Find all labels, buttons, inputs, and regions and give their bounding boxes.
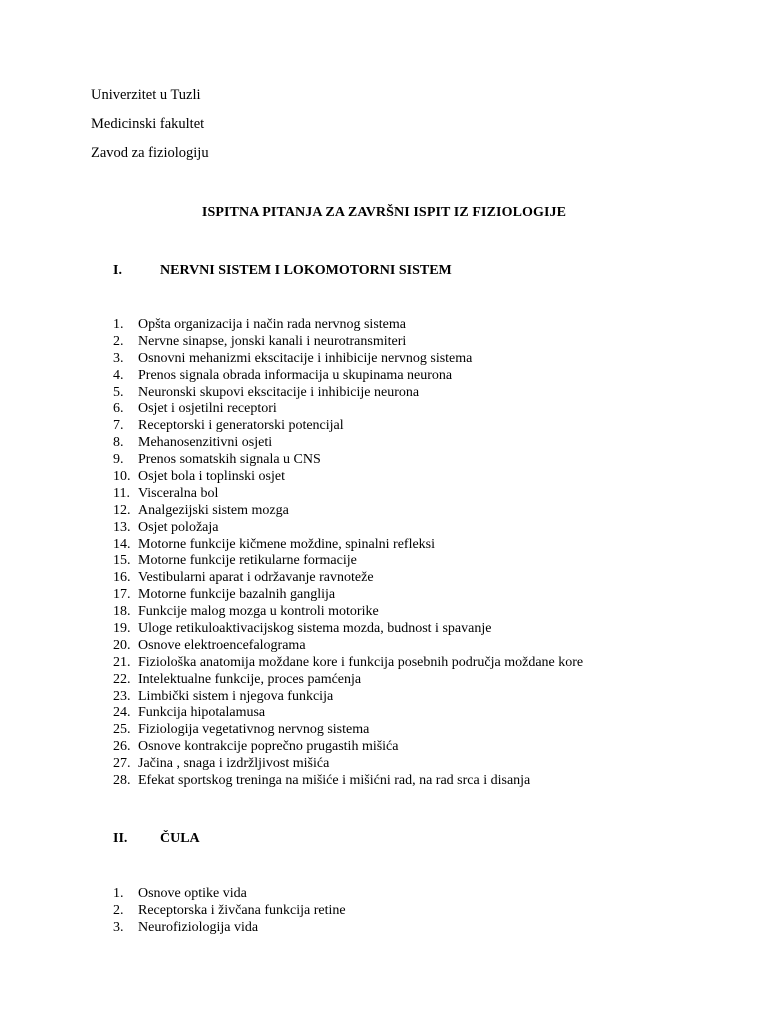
list-item-number: 26. (113, 739, 131, 755)
question-list-section-1 (113, 317, 583, 790)
list-item-text: Fiziološka anatomija moždane kore i funkcija posebnih područja moždane kore (138, 654, 584, 670)
list-item-number: 23. (113, 688, 131, 704)
document-title: ISPITNA PITANJA ZA ZAVRŠNI ISPIT IZ FIZIOLOGIJE (201, 205, 567, 220)
list-item-text: Osnove elektroencefalograma (138, 637, 306, 653)
list-item (113, 401, 583, 418)
section-title: ČULA (160, 831, 200, 846)
list-item (113, 553, 583, 570)
list-item (113, 368, 583, 385)
list-item-text: Motorne funkcije retikularne formacije (138, 553, 357, 569)
list-item (113, 705, 583, 722)
list-item-text: Osnove kontrakcije poprečno prugastih mišića (138, 739, 399, 755)
list-item-text: Receptorski i generatorski potencijal (138, 418, 344, 434)
list-item (113, 334, 583, 351)
list-item-number: 1. (113, 886, 124, 901)
list-item (113, 722, 583, 739)
list-item-text: Analgezijski sistem mozga (138, 502, 289, 518)
list-item-number: 24. (113, 705, 131, 721)
list-item-text: Motorne funkcije bazalnih ganglija (138, 587, 336, 603)
list-item-number: 16. (113, 570, 131, 586)
list-item-text: Osnove optike vida (138, 886, 247, 901)
list-item-text: Visceralna bol (138, 485, 219, 501)
list-item-text: Uloge retikuloaktivacijskog sistema mozda, budnost i spavanje (138, 621, 492, 637)
list-item-text: Neurofiziologija vida (138, 919, 259, 935)
list-item-text: Limbički sistem i njegova funkcija (138, 688, 334, 704)
list-item-number: 27. (113, 756, 131, 772)
list-item (113, 655, 583, 672)
list-item-number: 3. (113, 919, 124, 935)
list-item-number: 19. (113, 621, 131, 637)
list-item-text: Receptorska i živčana funkcija retine (138, 902, 346, 918)
list-item (113, 587, 583, 604)
list-item-text: Jačina , snaga i izdržljivost mišića (138, 756, 330, 772)
list-item-text: Efekat sportskog treninga na mišiće i mišićni rad, na rad srca i disanja (138, 773, 531, 789)
list-item-number: 17. (113, 587, 131, 603)
list-item (113, 920, 346, 937)
list-item-number: 25. (113, 722, 131, 738)
list-item (113, 317, 583, 334)
list-item-number: 12. (113, 502, 131, 518)
list-item-text: Motorne funkcije kičmene moždine, spinalni refleksi (138, 536, 436, 552)
list-item (113, 351, 583, 368)
list-item (113, 604, 583, 621)
list-item (113, 903, 346, 920)
list-item (113, 570, 583, 587)
department-name: Zavod za fiziologiju (91, 145, 209, 161)
list-item-text: Osjet položaja (138, 519, 219, 535)
list-item-text: Funkcija hipotalamusa (138, 705, 266, 721)
list-item (113, 486, 583, 503)
list-item (113, 672, 583, 689)
list-item (113, 773, 583, 790)
list-item-number: 10. (113, 469, 131, 485)
list-item-number: 15. (113, 553, 131, 569)
list-item-number: 18. (113, 604, 131, 620)
faculty-name: Medicinski fakultet (91, 116, 205, 132)
list-item-number: 1. (113, 317, 124, 332)
list-item-text: Prenos somatskih signala u CNS (138, 452, 321, 468)
list-item-number: 6. (113, 401, 124, 417)
list-item (113, 638, 583, 655)
list-item (113, 520, 583, 537)
list-item (113, 886, 346, 903)
list-item-text: Fiziologija vegetativnog nervnog sistema (138, 722, 370, 738)
list-item-text: Mehanosenzitivni osjeti (138, 435, 273, 451)
list-item-number: 21. (113, 654, 131, 670)
list-item (113, 739, 583, 756)
list-item-number: 7. (113, 418, 124, 434)
list-item-number: 2. (113, 902, 124, 918)
list-item (113, 689, 583, 706)
list-item-text: Neuronski skupovi ekscitacije i inhibicije neurona (138, 384, 420, 400)
list-item-text: Prenos signala obrada informacija u skupinama neurona (138, 367, 453, 383)
section-number: I. (113, 263, 122, 278)
list-item-number: 2. (113, 333, 124, 349)
list-item (113, 469, 583, 486)
list-item-number: 5. (113, 384, 124, 400)
list-item-number: 28. (113, 773, 131, 789)
list-item (113, 621, 583, 638)
list-item-text: Funkcije malog mozga u kontroli motorike (138, 604, 379, 620)
section-title: NERVNI SISTEM I LOKOMOTORNI SISTEM (160, 263, 452, 278)
list-item (113, 435, 583, 452)
question-list-section-2 (113, 886, 346, 937)
list-item-text: Opšta organizacija i način rada nervnog sistema (138, 317, 406, 332)
section-number: II. (113, 831, 128, 846)
list-item-number: 22. (113, 671, 131, 687)
list-item-text: Osnovni mehanizmi ekscitacije i inhibicije nervnog sistema (138, 350, 473, 366)
list-item (113, 503, 583, 520)
list-item (113, 756, 583, 773)
list-item-number: 9. (113, 452, 124, 468)
list-item-number: 20. (113, 637, 131, 653)
list-item (113, 537, 583, 554)
list-item (113, 452, 583, 469)
list-item-text: Nervne sinapse, jonski kanali i neurotransmiteri (138, 333, 407, 349)
list-item-number: 14. (113, 536, 131, 552)
list-item-number: 13. (113, 519, 131, 535)
list-item (113, 385, 583, 402)
list-item-number: 8. (113, 435, 124, 451)
list-item-text: Intelektualne funkcije, proces pamćenja (138, 671, 362, 687)
list-item-text: Osjet bola i toplinski osjet (138, 469, 285, 485)
university-name: Univerzitet u Tuzli (91, 87, 201, 103)
list-item-number: 4. (113, 367, 124, 383)
list-item (113, 418, 583, 435)
list-item-number: 3. (113, 350, 124, 366)
list-item-number: 11. (113, 485, 130, 501)
list-item-text: Osjet i osjetilni receptori (138, 401, 277, 417)
list-item-text: Vestibularni aparat i održavanje ravnoteže (138, 570, 374, 586)
